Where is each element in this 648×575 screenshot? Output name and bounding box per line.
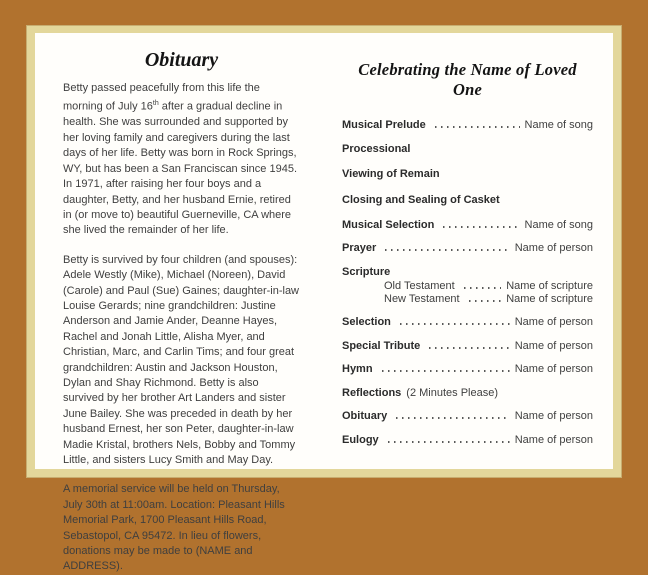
service-item-value: Name of person	[514, 242, 593, 254]
service-item-label: Prayer	[342, 242, 377, 254]
paragraph-text: after a gradual decline in health. She was surrounded and supported by her loving family and caregivers during the last days of her life. Betty was born in Rock Springs, WY, but has been a San Franciscan since 1945. In 1971, after raising her four boys and a daughter, Betty, and her husband Ernie, retired in (or move to) beautiful Guerneville, CA where she lived the remainder of her life.	[63, 101, 297, 237]
service-item-musical-selection	[342, 219, 593, 232]
scripture-old-testament	[342, 280, 593, 293]
service-item-label: Closing and Sealing of Casket	[342, 193, 500, 206]
service-item-value: Name of song	[524, 119, 593, 131]
obituary-paragraph-1	[63, 81, 300, 239]
service-item-label: Musical Prelude	[342, 119, 426, 131]
service-item-value: Name of person	[514, 410, 593, 422]
service-item-value: Name of person	[514, 433, 593, 446]
service-item-scripture	[342, 266, 593, 306]
service-title: Celebrating the Name of Loved One	[358, 60, 577, 99]
service-item-value: Name of scripture	[506, 292, 593, 305]
dotted-leader	[385, 249, 509, 251]
service-item-reflections	[342, 387, 593, 400]
service-item-prayer	[342, 242, 593, 255]
service-item-label: Eulogy	[342, 433, 379, 446]
scripture-heading	[342, 266, 593, 279]
obituary-paragraph-3: A memorial service will be held on Thursday, July 30th at 11:00am. Location: Pleasant Hills Memorial Park, 1700 Pleasant Hills Road, Sebastopol, CA 95472. In lieu of flowers, donations may be made to (NAME and ADDRESS).	[63, 483, 285, 573]
service-item-label: Hymn	[342, 363, 373, 375]
service-item-label: Viewing of Remain	[342, 168, 440, 180]
dotted-leader	[388, 441, 510, 443]
service-item-label: New Testament	[384, 292, 460, 305]
dotted-leader	[429, 347, 509, 349]
service-item-processional	[342, 143, 593, 156]
dotted-leader	[435, 126, 520, 128]
service-item-label: Processional	[342, 142, 411, 155]
paragraph-text: Betty passed peacefully from this life the morning of July 16	[63, 82, 260, 114]
obituary-panel	[35, 33, 324, 573]
dotted-leader	[396, 417, 510, 419]
service-item-closing-and-sealing	[342, 194, 593, 207]
dotted-leader	[400, 323, 510, 325]
service-item-value: Name of person	[514, 363, 593, 375]
service-item-value: Name of person	[514, 339, 593, 352]
order-of-service-panel	[324, 33, 613, 469]
dotted-leader	[443, 226, 519, 228]
service-item-eulogy	[342, 434, 593, 447]
service-item-label: Old Testament	[384, 279, 455, 292]
dotted-leader	[382, 370, 510, 372]
service-item-note: (2 Minutes Please)	[406, 386, 499, 399]
service-item-label: Reflections	[342, 386, 402, 399]
service-item-label: Scripture	[342, 265, 391, 278]
service-item-value: Name of song	[524, 218, 593, 231]
program-page	[35, 33, 613, 573]
ordinal-superscript: th	[152, 100, 159, 108]
dotted-leader	[464, 287, 501, 289]
service-item-hymn	[342, 363, 593, 376]
service-item-selection	[342, 316, 593, 329]
inner-mat-border	[26, 25, 622, 573]
dotted-leader	[469, 300, 502, 302]
service-item-value: Name of scripture	[506, 279, 593, 292]
service-item-special-tribute	[342, 340, 593, 353]
service-item-label: Musical Selection	[342, 218, 435, 231]
service-item-value: Name of person	[514, 316, 593, 328]
service-item-musical-prelude	[342, 119, 593, 132]
service-item-label: Special Tribute	[342, 339, 421, 352]
obituary-title: Obituary	[144, 49, 219, 71]
scripture-new-testament	[342, 293, 593, 306]
service-item-label: Obituary	[342, 410, 388, 422]
obituary-paragraph-2: Betty is survived by four children (and spouses): Adele Westly (Mike), Michael (Noreen), David (Carole) and Paul (Sue) Gaines; daughter-in-law Louise Gerards; nine grandchildren: Justine Anderson and Jamie Ander, Deanne Hayes, Rachel and Jonah Little, Alisha Myer, and Christian, Marc, and Carlin Tims; and four great grandchildren: Austin and Jackson Houston, Dylan and Shay Richmond. Betty is also survived by her brother Art Landers and sister June Bailey. She was preceded in death by her husband Ernest, her son Peter, daughter-in-law Madie Kristal, brothers Nels, Bobby and Tommy Little, and sisters Lucy Smith and May Day.	[63, 253, 300, 466]
service-item-viewing-of-remain	[342, 168, 593, 181]
service-item-label: Selection	[342, 316, 391, 328]
service-item-obituary	[342, 410, 593, 423]
